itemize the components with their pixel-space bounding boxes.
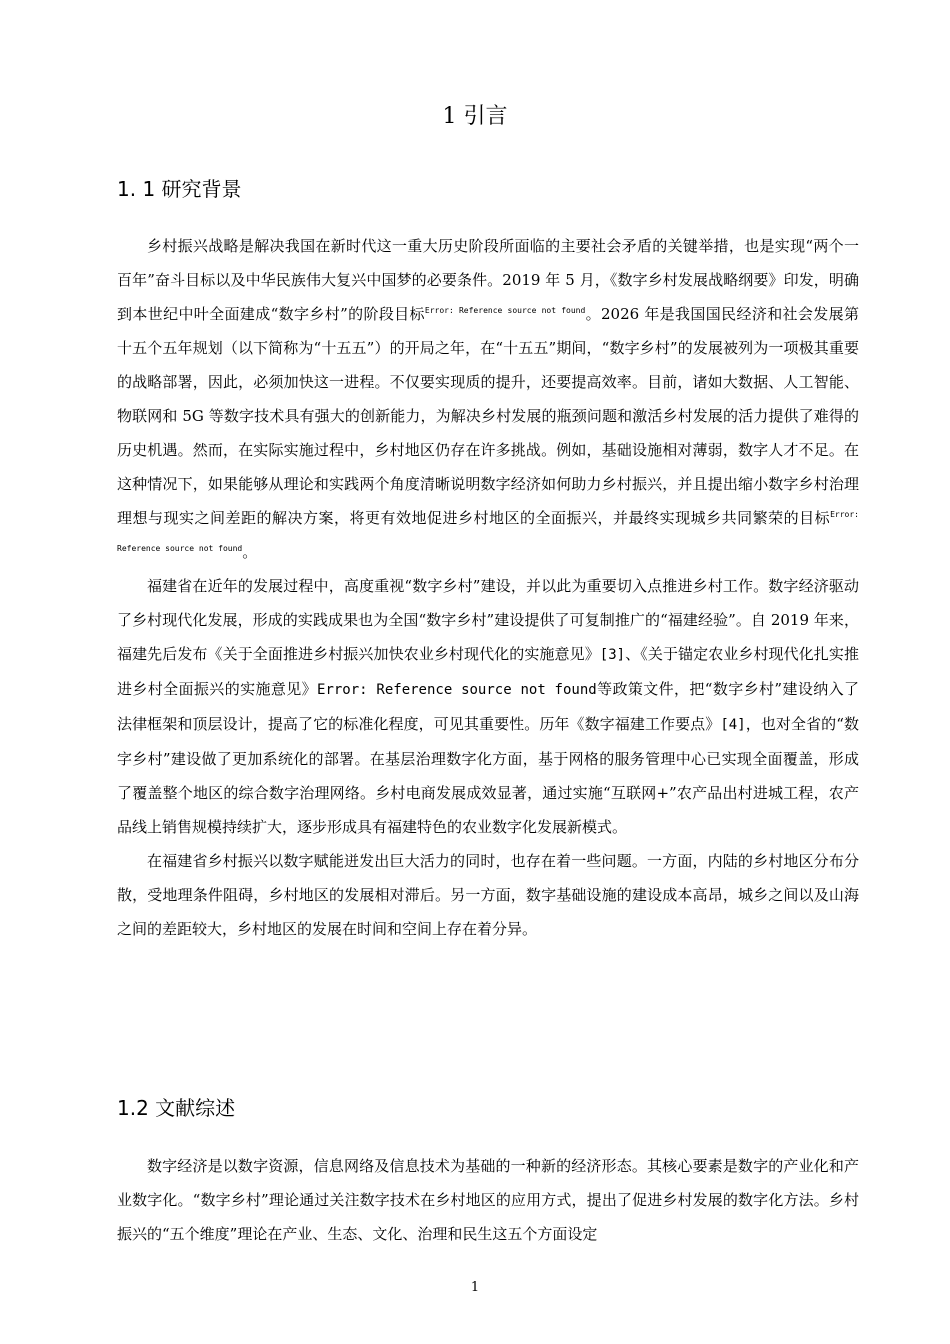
section-1-2-body: [117, 1149, 859, 1251]
paragraph-text: ，也对全省的“数字乡村”建设做了更加系统化的部署。在基层治理数字化方面，基于网格的服务管理中心已实现全面覆盖，形成了覆盖整个地区的综合数字治理网络。乡村电商发展成效显著，通过实施“互联网+”农产品出村进城工程，农产品线上销售规模持续扩大，逐步形成具有福建特色的农业数字化发展新模式。: [117, 715, 859, 836]
section-heading-1-1: 1. 1 研究背景: [117, 177, 242, 201]
paragraph-background-3: [117, 844, 859, 946]
paragraph-text: 。: [242, 543, 258, 561]
paragraph-text: 、《关于锚定农业乡村现代化扎实推进乡村全面振兴的实施意见》: [117, 645, 859, 698]
chapter-title: 1 引言: [442, 104, 508, 129]
paragraph-literature-1: [117, 1149, 859, 1251]
paragraph-text: 福建省在近年的发展过程中，高度重视“数字乡村”建设，并以此为重要切入点推进乡村工作。数字经济驱动了乡村现代化发展，形成的实践成果也为全国“数字乡村”建设提供了可复制推广的“福建经验”。自 2019 年来，福建先后发布《关于全面推进乡村振兴加快农业乡村现代化的实施意见》: [117, 577, 859, 663]
reference-error: Error: Reference source not found: [117, 510, 859, 553]
paragraph-background-1: [117, 229, 859, 569]
reference-error: Error: Reference source not found: [317, 682, 597, 698]
paragraph-text: 在福建省乡村振兴以数字赋能迸发出巨大活力的同时，也存在着一些问题。一方面，内陆的乡村地区分布分散，受地理条件阻碍，乡村地区的发展相对滞后。另一方面，数字基础设施的建设成本高昂，城乡之间以及山海之间的差距较大，乡村地区的发展在时间和空间上存在着分异。: [117, 852, 859, 938]
paragraph-text: 数字经济是以数字资源，信息网络及信息技术为基础的一种新的经济形态。其核心要素是数字的产业化和产业数字化。“数字乡村”理论通过关注数字技术在乡村地区的应用方式，提出了促进乡村发展的数字化方法。乡村振兴的“五个维度”理论在产业、生态、文化、治理和民生这五个方面设定: [117, 1157, 859, 1243]
section-1-1-body: [117, 229, 859, 946]
paragraph-text: 。2026 年是我国国民经济和社会发展第十五个五年规划（以下简称为“十五五”）的开局之年，在“十五五”期间，“数字乡村”的发展被列为一项极其重要的战略部署，因此，必须加快这一进程。不仅要实现质的提升，还要提高效率。目前，诸如大数据、人工智能、物联网和 5G 等数字技术具有强大的创新能力，为解决乡村发展的瓶颈问题和激活乡村发展的活力提供了难得的历史机遇。然而，在实际实施过程中，乡村地区仍存在许多挑战。例如，基础设施相对薄弱，数字人才不足。在这种情况下，如果能够从理论和实践两个角度清晰说明数字经济如何助力乡村振兴，并且提出缩小数字乡村治理理想与现实之间差距的解决方案，将更有效地促进乡村地区的全面振兴，并最终实现城乡共同繁荣的目标: [117, 305, 859, 527]
citation: [4]: [720, 717, 746, 733]
section-heading-1-2: 1.2 文献综述: [117, 1096, 236, 1120]
page-number: 1: [470, 1280, 480, 1295]
citation: [3]: [599, 647, 626, 663]
reference-error: Error: Reference source not found: [424, 306, 586, 315]
paragraph-text: 乡村振兴战略是解决我国在新时代这一重大历史阶段所面临的主要社会矛盾的关键举措，也是实现“两个一百年”奋斗目标以及中华民族伟大复兴中国梦的必要条件。2019 年 5 月，《数字乡村发展战略纲要》印发，明确到本世纪中叶全面建成“数字乡村”的阶段目标: [117, 237, 859, 323]
paragraph-text: 等政策文件，把“数字乡村”建设纳入了法律框架和顶层设计，提高了它的标准化程度，可见其重要性。历年《数字福建工作要点》: [117, 680, 859, 733]
paragraph-background-2: [117, 569, 859, 844]
